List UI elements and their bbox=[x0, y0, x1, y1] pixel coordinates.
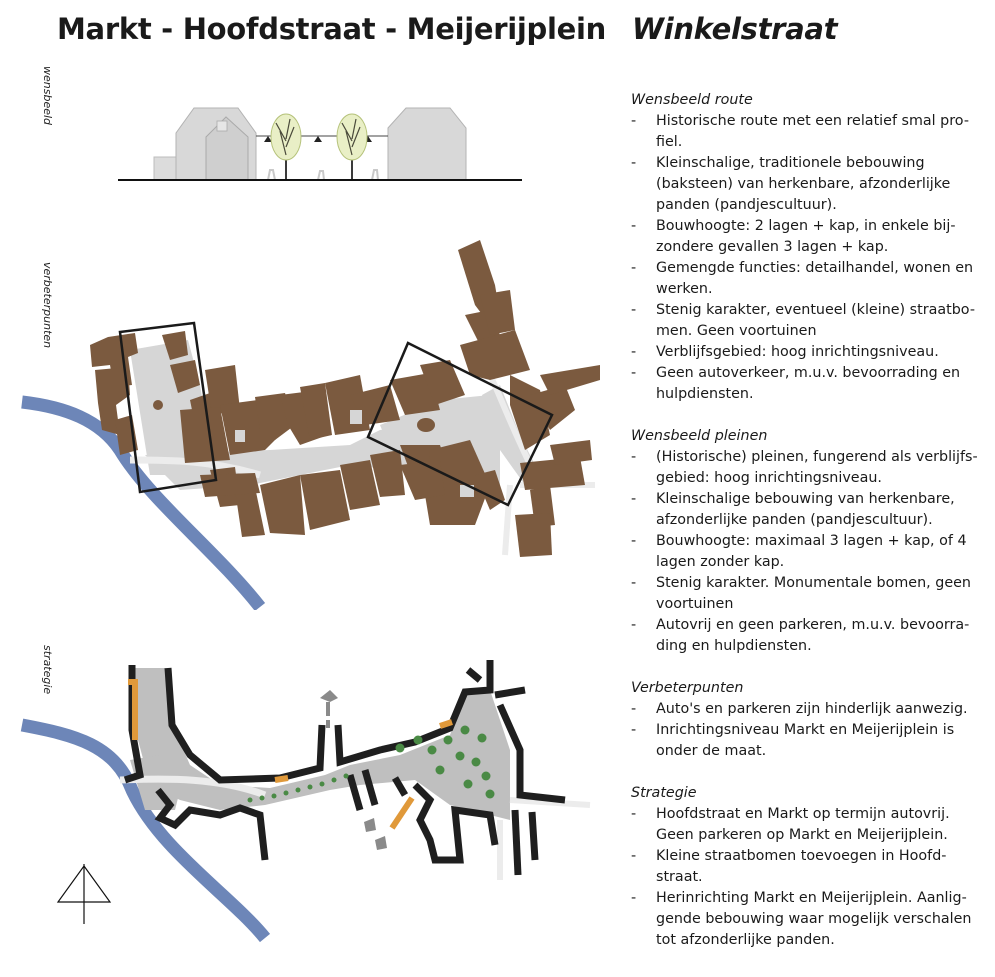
section-heading: Wensbeeld pleinen bbox=[631, 428, 768, 444]
list-item: - Inrichtingsniveau Markt en Meijerijplein is onder de maat. bbox=[631, 720, 983, 762]
list-item: - Stenig karakter, eventueel (kleine) straatbo- men. Geen voortuinen bbox=[631, 300, 983, 342]
section-heading: Verbeterpunten bbox=[631, 680, 744, 696]
tree-icon bbox=[271, 114, 301, 180]
section-heading: Wensbeeld route bbox=[631, 92, 753, 108]
section-heading: Strategie bbox=[631, 785, 697, 801]
list-item: - Auto's en parkeren zijn hinderlijk aanwezig. bbox=[631, 699, 983, 720]
list-item: - Verblijfsgebied: hoog inrichtingsniveau. bbox=[631, 342, 983, 363]
street-profile-icon bbox=[118, 108, 522, 180]
bullet-list bbox=[631, 699, 983, 762]
section-wensbeeld-route bbox=[631, 90, 983, 405]
map-verbeterpunten bbox=[20, 235, 610, 610]
section-verbeterpunten bbox=[631, 678, 983, 762]
label-wensbeeld: wensbeeld bbox=[41, 66, 54, 126]
list-item: - Kleinschalige, traditionele bebouwing (baksteen) van herkenbare, afzonderlijke panden (pandjescultuur). bbox=[631, 153, 983, 216]
page-title: Markt - Hoofdstraat - Meijerijplein bbox=[57, 12, 606, 46]
list-item: - Gemengde functies: detailhandel, wonen en werken. bbox=[631, 258, 983, 300]
section-strategie bbox=[631, 783, 983, 951]
tree-icon bbox=[337, 114, 367, 180]
list-item: - (Historische) pleinen, fungerend als verblijfs- gebied: hoog inrichtingsniveau. bbox=[631, 447, 983, 489]
list-item: - Bouwhoogte: maximaal 3 lagen + kap, of 4 lagen zonder kap. bbox=[631, 531, 983, 573]
section-title: Winkelstraat bbox=[632, 12, 838, 46]
text-column bbox=[631, 90, 983, 972]
list-item: - Kleinschalige bebouwing van herkenbare, afzonderlijke panden (pandjescultuur). bbox=[631, 489, 983, 531]
label-strategie: strategie bbox=[41, 645, 54, 695]
list-item: - Historische route met een relatief smal pro- fiel. bbox=[631, 111, 983, 153]
section-wensbeeld-pleinen bbox=[631, 426, 983, 657]
label-verbeterpunten: verbeterpunten bbox=[41, 262, 54, 349]
street-profile-illustration bbox=[110, 95, 530, 190]
list-item: - Stenig karakter. Monumentale bomen, geen voortuinen bbox=[631, 573, 983, 615]
north-arrow-icon bbox=[56, 862, 112, 926]
list-item: - Hoofdstraat en Markt op termijn autovrij. Geen parkeren op Markt en Meijerijplein. bbox=[631, 804, 983, 846]
list-item: - Autovrij en geen parkeren, m.u.v. bevoorra- ding en hulpdiensten. bbox=[631, 615, 983, 657]
list-item: - Herinrichting Markt en Meijerijplein. Aanlig- gende bebouwing waar mogelijk verschalen tot afzonderlijke panden. bbox=[631, 888, 983, 951]
list-item: - Kleine straatbomen toevoegen in Hoofd- straat. bbox=[631, 846, 983, 888]
list-item: - Geen autoverkeer, m.u.v. bevoorrading en hulpdiensten. bbox=[631, 363, 983, 405]
list-item: - Bouwhoogte: 2 lagen + kap, in enkele bij- zondere gevallen 3 lagen + kap. bbox=[631, 216, 983, 258]
bullet-list bbox=[631, 111, 983, 405]
bullet-list bbox=[631, 804, 983, 951]
bullet-list bbox=[631, 447, 983, 657]
